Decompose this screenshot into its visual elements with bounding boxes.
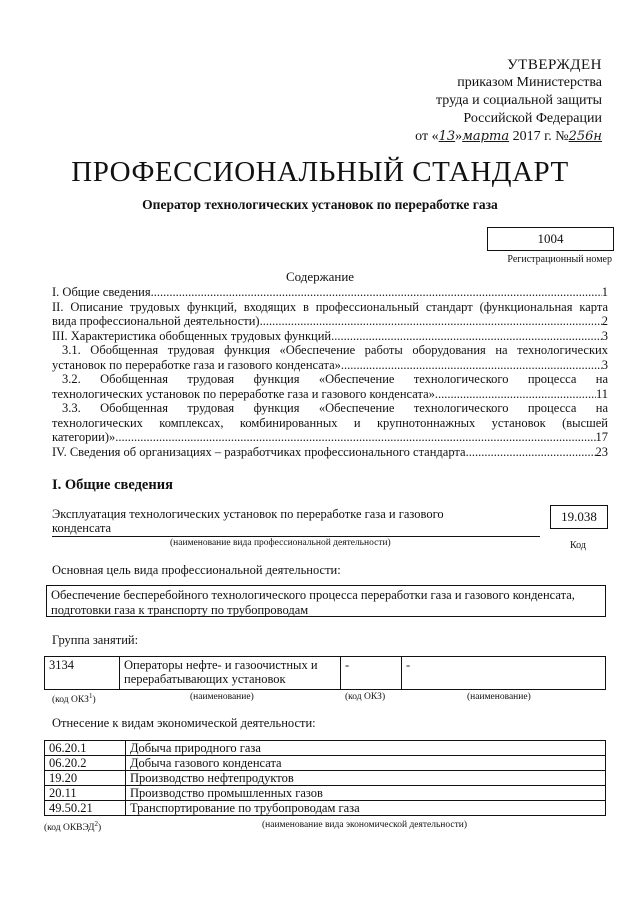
approval-block bbox=[372, 56, 602, 146]
econ-name: Транспортирование по трубопроводам газа bbox=[126, 801, 606, 816]
document-title: ПРОФЕССИОНАЛЬНЫЙ СТАНДАРТ bbox=[71, 156, 569, 188]
econ-code: 49.50.21 bbox=[45, 801, 126, 816]
econ-name: Производство нефтепродуктов bbox=[126, 771, 606, 786]
table-row bbox=[45, 786, 606, 801]
handwritten-order-number: 256н bbox=[568, 129, 602, 144]
toc-item-3[interactable]: III. Характеристика обобщенных трудовых функций ..... 3 bbox=[52, 329, 608, 344]
toc-item-3-3-line2: технологических комплексах, комбинированных и крупнотоннажных установок (высшей bbox=[52, 415, 608, 430]
date-mid: » bbox=[455, 129, 463, 144]
document-subtitle: Оператор технологических установок по переработке газа bbox=[142, 197, 498, 212]
occupation-name-2: - bbox=[402, 657, 606, 690]
econ-code: 06.20.1 bbox=[45, 741, 126, 756]
occupations-table bbox=[44, 656, 606, 690]
toc-item-3-2[interactable]: технологических установок по переработке газа и газового конденсата» ..... 11 bbox=[52, 387, 608, 402]
activity-code-caption: Код bbox=[570, 540, 586, 551]
table-row bbox=[45, 771, 606, 786]
toc-item-3-2-line1: 3.2. Обобщенная трудовая функция «Обеспечение технологического процесса на bbox=[62, 372, 608, 386]
occ-caption-name: (наименование) bbox=[190, 692, 254, 702]
toc-item-3-1[interactable]: установок по переработке газа и газового конденсата» ..... 3 bbox=[52, 358, 608, 373]
econ-code: 20.11 bbox=[45, 786, 126, 801]
table-row bbox=[45, 801, 606, 816]
activity-name: Эксплуатация технологических установок по переработке газа и газового конденсата bbox=[52, 507, 444, 535]
activity-caption: (наименование вида профессиональной деятельности) bbox=[170, 538, 391, 548]
occupation-name: Операторы нефте- и газоочистных и перерабатывающих установок bbox=[120, 657, 341, 690]
handwritten-month: марта bbox=[462, 129, 510, 144]
occupation-code: 3134 bbox=[45, 657, 120, 690]
toc-item-4[interactable]: IV. Сведения об организациях – разработчиках профессионального стандарта ..... 23 bbox=[52, 445, 608, 460]
occupation-code-2: - bbox=[341, 657, 402, 690]
registration-number-label: Регистрационный номер bbox=[507, 254, 612, 265]
approval-date-line bbox=[372, 128, 602, 146]
toc-title: Содержание bbox=[285, 269, 355, 284]
approval-line-2: труда и социальной защиты bbox=[436, 93, 602, 108]
table-of-contents bbox=[52, 285, 608, 459]
activity-code-box: 19.038 bbox=[550, 505, 608, 529]
activity-underline bbox=[52, 536, 540, 537]
group-label: Группа занятий: bbox=[52, 633, 139, 647]
section-heading: I. Общие сведения bbox=[52, 477, 173, 493]
occ-caption-code: (код ОКЗ$^1$) bbox=[52, 692, 96, 706]
toc-item-2-line1: II. Описание трудовых функций, входящих в профессиональный стандарт (функциональная карта bbox=[52, 299, 608, 314]
econ-label: Отнесение к видам экономической деятельности: bbox=[52, 716, 316, 730]
toc-item-3-3[interactable]: категории)» ..... 17 bbox=[52, 430, 608, 445]
date-prefix: от « bbox=[415, 129, 439, 144]
date-year: 2017 г. № bbox=[509, 129, 569, 144]
occ-caption-code-2: (код ОКЗ) bbox=[345, 692, 386, 702]
econ-name: Добыча природного газа bbox=[126, 741, 606, 756]
econ-caption-code: (код ОКВЭД$^2$) bbox=[44, 820, 102, 834]
approval-line-1: приказом Министерства bbox=[457, 75, 602, 90]
table-row bbox=[45, 756, 606, 771]
table-row bbox=[45, 741, 606, 756]
toc-item-1[interactable]: I. Общие сведения ..... 1 bbox=[52, 285, 608, 300]
registration-number-box: 1004 bbox=[487, 227, 614, 251]
toc-item-3-1-line1: 3.1. Обобщенная трудовая функция «Обеспечение работы оборудования на технологических bbox=[62, 343, 608, 357]
table-row bbox=[45, 657, 606, 690]
toc-item-3-3-line1: 3.3. Обобщенная трудовая функция «Обеспечение технологического процесса на bbox=[62, 401, 608, 415]
approval-line-3: Российской Федерации bbox=[463, 111, 602, 126]
goal-label: Основная цель вида профессиональной деятельности: bbox=[52, 563, 341, 577]
econ-code: 06.20.2 bbox=[45, 756, 126, 771]
goal-text-box: Обеспечение бесперебойного технологического процесса переработки газа и газового конденсата, подготовки газа к транспорту по трубопроводам bbox=[46, 585, 606, 617]
econ-name: Производство промышленных газов bbox=[126, 786, 606, 801]
econ-caption-name: (наименование вида экономической деятельности) bbox=[262, 820, 467, 830]
occ-caption-name-2: (наименование) bbox=[467, 692, 531, 702]
economic-activities-table bbox=[44, 740, 606, 816]
handwritten-day: 13 bbox=[438, 129, 456, 144]
econ-name: Добыча газового конденсата bbox=[126, 756, 606, 771]
toc-item-2[interactable]: вида профессиональной деятельности) ..... 2 bbox=[52, 314, 608, 329]
econ-code: 19.20 bbox=[45, 771, 126, 786]
approval-heading: УТВЕРЖДЕН bbox=[507, 57, 602, 73]
